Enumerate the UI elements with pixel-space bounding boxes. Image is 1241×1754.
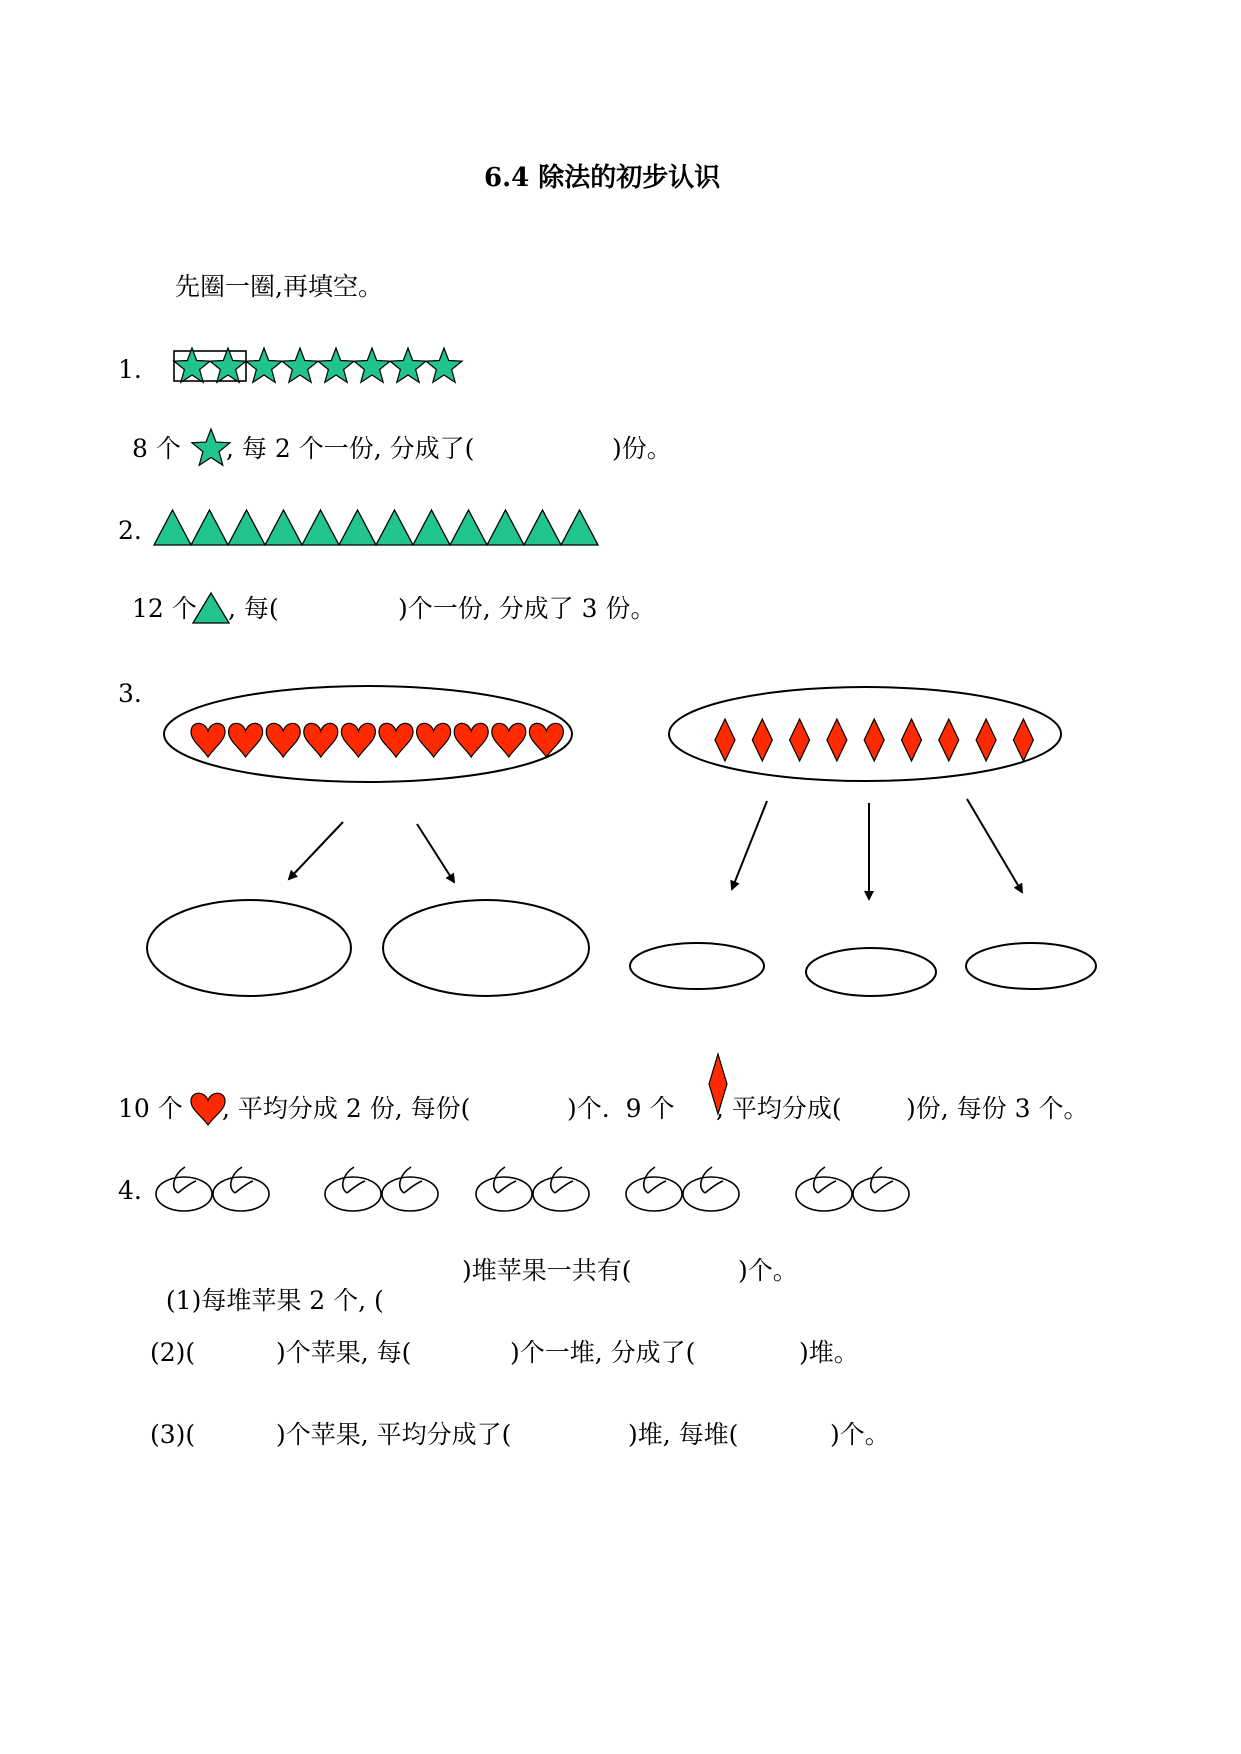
q4-item-1: [150, 1256, 384, 1316]
star: [354, 348, 390, 382]
heart: [229, 723, 263, 757]
q1-stars-row: [170, 344, 480, 388]
heart: [417, 723, 451, 757]
q1-text-end: )份。: [612, 434, 672, 463]
heart: [454, 723, 488, 757]
heart: [379, 723, 413, 757]
q4-item-2-d: )堆。: [799, 1338, 859, 1367]
triangle: [265, 510, 302, 545]
apple: [533, 1167, 589, 1211]
heart: [191, 723, 225, 757]
diamond-share-ellipse-1: [630, 943, 764, 989]
q4-item-3-c: )堆, 每堆(: [628, 1420, 739, 1449]
q2-text-end: )个一份, 分成了 3 份。: [398, 594, 656, 623]
diamond-share-ellipse-2: [806, 948, 936, 996]
arrow-diamond-left: [732, 801, 767, 889]
star: [390, 348, 426, 382]
q2-triangles-row: [152, 507, 607, 549]
heart: [191, 1093, 225, 1125]
arrow-heart-right: [417, 824, 454, 882]
apple: [853, 1167, 909, 1211]
heart: [266, 723, 300, 757]
diamond: [827, 719, 847, 761]
diamond: [902, 719, 922, 761]
heart: [492, 723, 526, 757]
instruction: 先圈一圈,再填空。: [175, 272, 383, 301]
heart: [304, 723, 338, 757]
triangle: [413, 510, 450, 545]
heart-share-ellipse-2: [383, 900, 589, 996]
triangle: [561, 510, 598, 545]
star: [282, 348, 318, 382]
arrow-heart-left: [289, 822, 343, 879]
q3-text-end: )份, 每份 3 个。: [906, 1094, 1089, 1123]
q2-number: 2.: [118, 516, 142, 545]
q3-number: 3.: [118, 679, 142, 708]
q4-item-3-a: (3)(: [150, 1420, 196, 1449]
q4-item-2-b: )个苹果, 每(: [276, 1338, 412, 1367]
triangle: [339, 510, 376, 545]
apple: [626, 1167, 682, 1211]
triangle: [228, 510, 265, 545]
q1-text-count: 8 个: [132, 434, 181, 463]
star: [318, 348, 354, 382]
apple: [213, 1167, 269, 1211]
star: [426, 348, 462, 382]
diamond-share-ellipse-3: [966, 943, 1096, 989]
diamond: [715, 719, 735, 761]
q3-text-middle: , 平均分成 2 份, 每份(: [222, 1094, 471, 1123]
triangle: [154, 510, 191, 545]
q4-item-3-d: )个。: [830, 1420, 890, 1449]
diamond: [976, 719, 996, 761]
diamond: [939, 719, 959, 761]
triangle: [487, 510, 524, 545]
diamond: [1013, 719, 1033, 761]
triangle: [376, 510, 413, 545]
q3-text-second: , 平均分成(: [716, 1094, 842, 1123]
q2-text-middle: , 每(: [228, 594, 279, 623]
q4-item-2-c: )个一堆, 分成了(: [510, 1338, 696, 1367]
apple: [476, 1167, 532, 1211]
diamond: [864, 719, 884, 761]
heart-share-ellipse-1: [147, 900, 351, 996]
triangle: [524, 510, 561, 545]
star: [246, 348, 282, 382]
heart: [341, 723, 375, 757]
diamond: [790, 719, 810, 761]
triangle: [191, 510, 228, 545]
q4-item-1-a: (1)每堆苹果 2 个, (: [165, 1286, 384, 1315]
apple: [382, 1167, 438, 1211]
q4-item-3-b: )个苹果, 平均分成了(: [276, 1420, 512, 1449]
diamonds-row: [715, 719, 1033, 761]
apple: [796, 1167, 852, 1211]
apple: [683, 1167, 739, 1211]
apple: [325, 1167, 381, 1211]
diamond: [752, 719, 772, 761]
q4-number: 4.: [118, 1176, 142, 1205]
q4-item-2-a: (2)(: [150, 1338, 196, 1367]
q1-text-middle: , 每 2 个一份, 分成了(: [226, 434, 475, 463]
apple: [156, 1167, 212, 1211]
apple-piles: [150, 1150, 910, 1212]
q3-text-next: )个. 9 个: [567, 1094, 675, 1123]
hearts-row: [191, 723, 563, 757]
q4-item-1-c: )个。: [738, 1256, 798, 1285]
q2-text-count: 12 个: [132, 594, 197, 623]
q3-division-diagram: [0, 680, 1241, 1000]
q4-item-1-b: )堆苹果一共有(: [462, 1256, 632, 1285]
triangle: [302, 510, 339, 545]
arrow-diamond-right: [967, 799, 1022, 892]
star: [174, 348, 210, 382]
q1-number: 1.: [118, 355, 142, 384]
triangle: [193, 593, 229, 623]
star: [210, 348, 246, 382]
page-title: 6.4 除法的初步认识: [484, 163, 721, 193]
star: [192, 429, 230, 465]
q3-text-count: 10 个: [118, 1094, 183, 1123]
triangle: [450, 510, 487, 545]
